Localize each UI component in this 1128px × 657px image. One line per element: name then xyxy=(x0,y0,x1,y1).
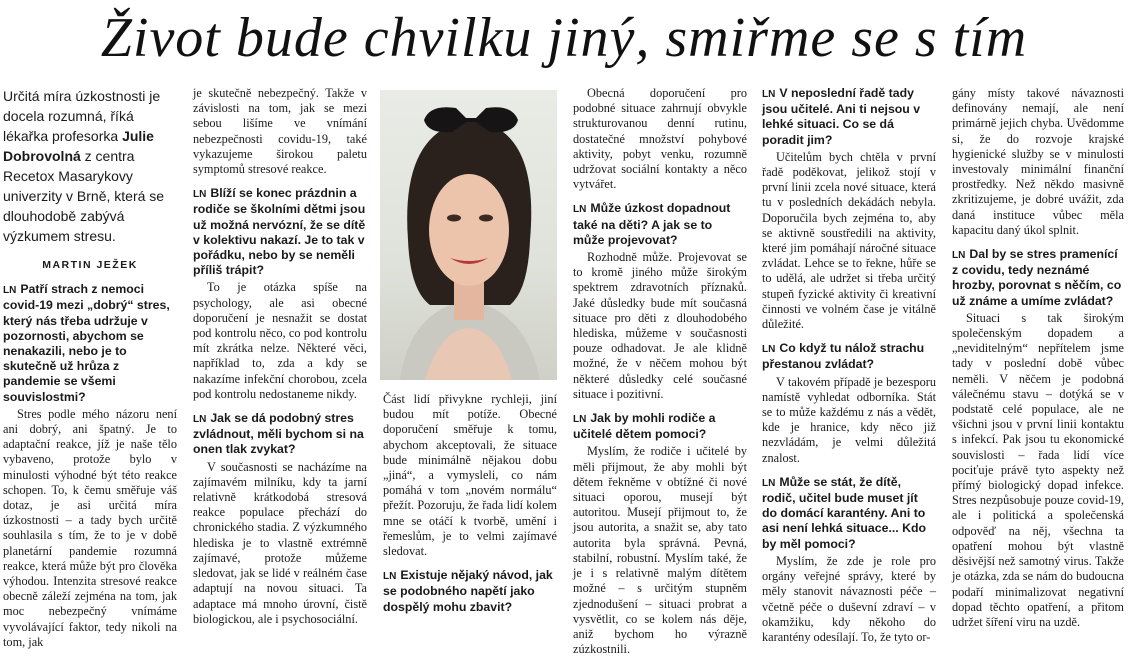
question-text: Může se stát, že dítě, rodič, učitel bude muset jít do domácí karantény. Ani to asi není lehká situace... Kdo by měl pomoci? xyxy=(762,474,927,551)
question-6 xyxy=(573,411,747,442)
question-7 xyxy=(762,86,936,148)
question-text: Blíží se konec prázdnin a rodiče se školními dětmi jsou už možná nervózní, že se dítě v kolektivu nakazí. Je to tak v pořádku, nebo by se neměli příliš trápit? xyxy=(193,186,366,278)
portrait-image xyxy=(380,90,557,380)
question-text: Existuje nějaký návod, jak se podobného napětí jako dospělý mohu zbavit? xyxy=(383,568,553,614)
headline: Život bude chvilku jiný, smiřme se s tím xyxy=(100,7,1028,69)
question-3 xyxy=(193,411,367,458)
ln-mark: LN xyxy=(762,344,776,356)
ln-mark: LN xyxy=(952,250,966,262)
question-8 xyxy=(762,341,936,372)
answer-5: Rozhodně může. Projevovat se to kromě jiného může širokým spektrem zdravotních příznaků. Jaké důsledky bude mít současná situace pro děti z dlouhodobého hlediska, můžeme v současnosti pouze odhadovat. Je ale klidně možné, že v něčem mohou být některé důsledky celé současné situace i pozitivní. xyxy=(573,250,747,401)
ln-mark: LN xyxy=(3,285,17,297)
question-text: Jak by mohli rodiče a učitelé dětem pomoci? xyxy=(573,411,716,442)
ln-mark: LN xyxy=(573,414,587,426)
ln-mark: LN xyxy=(573,204,587,216)
question-text: Jak se dá podobný stres zvládnout, měli bychom si na onen tlak zvykat? xyxy=(193,411,364,457)
author-byline: MARTIN JEŽEK xyxy=(42,259,138,271)
ln-mark: LN xyxy=(193,189,207,201)
answer-1: Stres podle mého názoru není ani dobrý, ani špatný. Je to adaptační reakce, jíž je naše tělo vybaveno, protože bylo v minulosti výhodné být této reakce schopen. To, k čemu směřuje váš dotaz, je asi určitá míra úzkostnosti – a tady bych určitě souhlasila s tím, že to je v době planetární pandemie rozumná reakce, která může být pro člověka výhodou. Intenzita stresové reakce obecně záleží zejména na tom, jak moc nebezpečný vnímáme vyvolávající faktor, tedy nikoli na tom, jak xyxy=(3,406,177,649)
column-2 xyxy=(193,86,367,627)
lead-text-end: z centra Recetox Masarykovy univerzity v Brně, která se dlouhodobě zabývá výzkumem stresu. xyxy=(3,148,165,244)
answer-3-continued: Část lidí přivykne rychleji, jiní budou mít potíže. Obecné doporučení směřuje k tomu, abychom akceptovali, že situace bude minimálně nějakou dobu „jiná“, a vymysleli, co nám pomáhá v tom „novém normálu“ přežít. Pozoruju, že řada lidí kolem mne se otáčí k tvorbě, umění i řemeslům, je to velmi zajímavé sledovat. xyxy=(383,392,557,559)
answer-9-continued: gány místy takové návaznosti definovány nemají, ale není primárně jejich chyba. Uvědomme si, že do rozvoje krajské hygienické služby se v minulosti investovaly minimální finanční prostředky. Než někdo masivně zkritizujeme, je dobré uvážit, zda daná instituce vůbec měla kapacitu daný úkol splnit. xyxy=(952,86,1124,237)
answer-10: Situaci s tak širokým společenským dopadem a „neviditelným“ nepřítelem jsme tady v poslední době vůbec neměli. V něčem je podobná válečnému stavu – dotýká se v podstatě celé populace, ale ne všichni jsou v první linii kontaktu s infekcí. Pak jsou tu ekonomické souvislosti – řada lidí více pociťuje právě tyto aspekty než přímý biologický dopad infekce. Stres nezpůsobuje pouze covid-19, ale i politická a společenská odpověď na něj, všechna ta opatření mohou být vlastně děsivější než samotný virus. Takže je otázka, zda se nám do budoucna podaří minimalizovat negativní dopad těchto opatření, a přitom udržet šíření viru na uzdě. xyxy=(952,310,1124,629)
answer-6: Myslím, že rodiče i učitelé by měli přijmout, že aby mohli být dětem řekněme v obtížné či nové situaci oporou, musejí být autoritou. Musejí přijmout to, že jsou autorita, a snažit se, aby tato autorita byla správná. Pevná, stabilní, robustní. Myslím také, že je i s relativně malým dítětem možné – s určitým stupněm zjednodušení – situaci probrat a vysvětlit, co se kolem nás děje, aniž bychom ho výrazně zúzkostnili. xyxy=(573,444,747,657)
question-9 xyxy=(762,475,936,552)
answer-4: Obecná doporučení pro podobné situace zahrnují obvykle strukturovanou denní rutinu, dostatečné množství pohybové aktivity, pobyt venku, rozumně udržovat sociální kontakty a něco vytvářet. xyxy=(573,86,747,192)
question-5 xyxy=(573,201,747,248)
question-4 xyxy=(383,568,557,615)
ln-mark: LN xyxy=(762,477,776,489)
column-6 xyxy=(952,86,1124,630)
interviewee-photo xyxy=(380,90,557,380)
question-text: Patří strach z nemoci covid-19 mezi „dobrý“ stres, který nás třeba udržuje v pozornosti, abychom se nenakazili, nebo je to skutečně už hrůza z pandemie se všemi souvislostmi? xyxy=(3,282,170,404)
lead-paragraph xyxy=(3,86,177,246)
answer-3: V současnosti se nacházíme na zajímavém milníku, kdy ta jarní relativně krátkodobá stresová reakce populace přechází do chronického stadia. Z výzkumného hlediska je to vlastně extrémně zajímavé, protože můžeme sledovat, jak se lidé v reálném čase adaptují na novou situaci. Ta adaptace má mnoho úrovní, čistě biologickou, ale i psychosociální. xyxy=(193,459,367,626)
answer-2: To je otázka spíše na psychology, ale asi obecné doporučení je nesnažit se dostat pod kontrolu něco, co pod kontrolu mít zkrátka nelze. Některé věci, například to, zda a kdy se nakazíme infekční chorobou, zcela pod kontrolu nedostaneme nikdy. xyxy=(193,280,367,401)
ln-mark: LN xyxy=(762,89,776,100)
column-1 xyxy=(3,86,177,650)
question-2 xyxy=(193,186,367,278)
lead-text: Určitá míra úzkostnosti je docela rozumná, říká lékařka profesorka xyxy=(3,88,161,144)
column-3 xyxy=(383,392,557,617)
question-text: V neposlední řadě tady jsou učitelé. Ani ti nejsou v lehké situaci. Co se dá poradit jim? xyxy=(762,86,921,147)
question-text: Co když tu nálož strachu přestanou zvládat? xyxy=(762,341,925,372)
answer-1-continued: je skutečně nebezpečný. Takže v závislosti na tom, jak se mezi sebou lišíme ve vnímání nebezpečnosti covidu-19, také vykazujeme širokou paletu symptomů stresové reakce. xyxy=(193,86,367,177)
column-5 xyxy=(762,86,936,645)
column-4 xyxy=(573,86,747,657)
answer-9: Myslím, že zde je role pro orgány veřejné správy, které by měly stanovit návaznosti péče – včetně péče o duševní zdraví – v okamžiku, kdy někoho do karantény odesílají. To, že tyto or- xyxy=(762,553,936,644)
interviewee-name: Julie Dobrovolná xyxy=(3,128,154,164)
question-text: Dal by se stres pramenící z covidu, tedy neznámé hrozby, porovnat s něčím, co už známe a umíme zvládat? xyxy=(952,247,1122,308)
question-text: Může úzkost dopadnout také na děti? A jak se to může projevovat? xyxy=(573,201,731,247)
ln-mark: LN xyxy=(383,571,397,583)
answer-8: V takovém případě je bezesporu namístě vyhledat odborníka. Stát se to může každému z nás a vědět, kde je hranice, kdy něco již nezvládám, je velmi důležitá znalost. xyxy=(762,374,936,465)
answer-7: Učitelům bych chtěla v první řadě poděkovat, jelikož stojí v první linii zcela nové situace, která tu v posledních dekádách nebyla. Doporučila bych zejména to, aby se aktivně soustředili na aktivity, které jim pomáhají náročné situace zvládat. Lehce se to řekne, hůře se to udělá, ale udržet si třeba určitý stupeň fyzické aktivity či kreativní činnosti ve volném čase je vitálně důležité. xyxy=(762,149,936,332)
question-1 xyxy=(3,282,177,405)
question-10 xyxy=(952,247,1124,309)
ln-mark: LN xyxy=(193,414,207,426)
